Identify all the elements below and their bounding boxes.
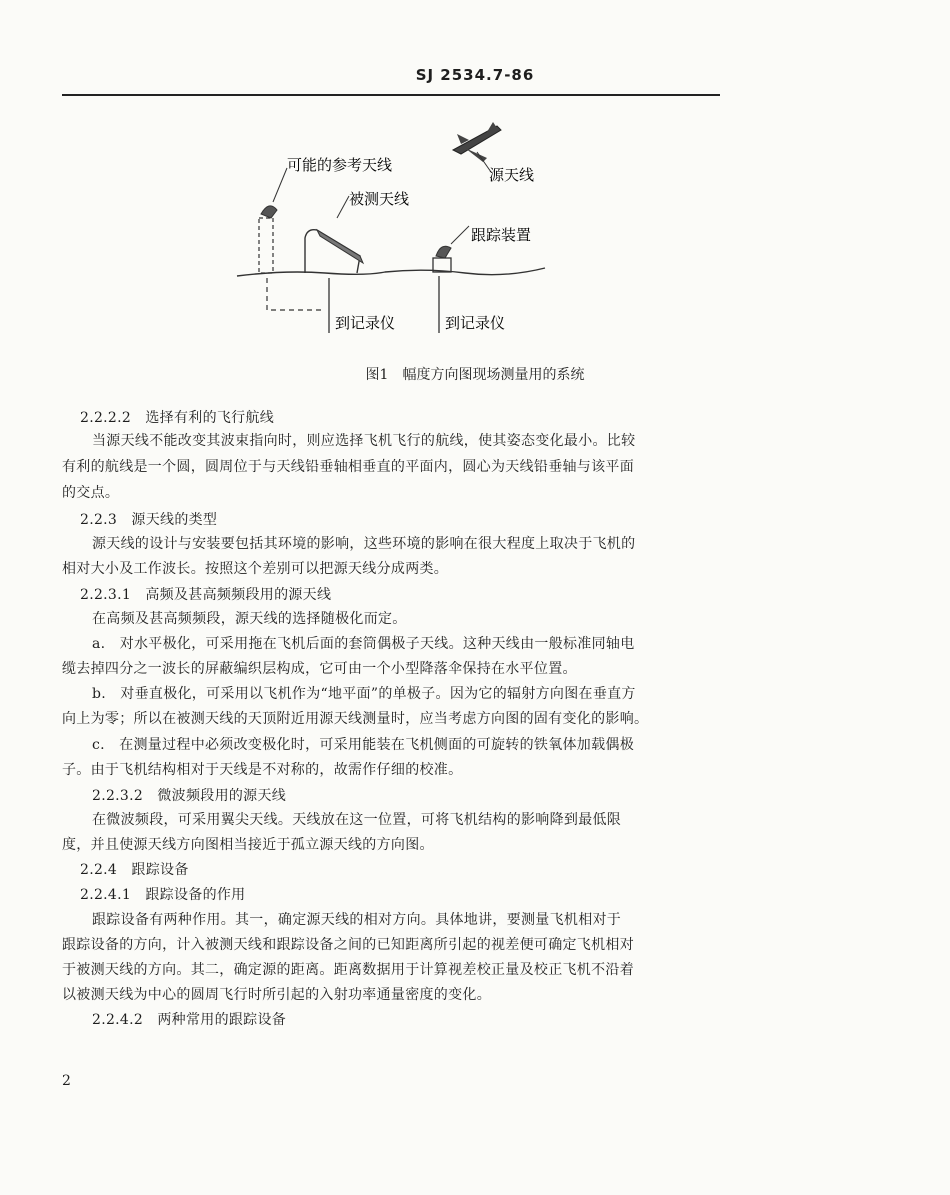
page-number: 2	[62, 1073, 71, 1089]
paragraph-line: 的交点。	[62, 485, 120, 501]
paragraph-line: 于被测天线的方向。其二，确定源的距离。距离数据用于计算视差校正量及校正飞机不沿着	[62, 962, 634, 978]
paragraph-line: 以被测天线为中心的圆周飞行时所引起的入射功率通量密度的变化。	[62, 987, 491, 1003]
figure-caption: 图1 幅度方向图现场测量用的系统	[365, 367, 585, 383]
paragraph-line: 子。由于飞机结构相对于天线是不对称的，故需作仔细的校准。	[62, 762, 463, 778]
paragraph-line: 源天线的设计与安装要包括其环境的影响，这些环境的影响在很大程度上取决于飞机的	[92, 536, 636, 552]
measurement-system-diagram	[225, 118, 555, 343]
paragraph-line: 在微波频段，可采用翼尖天线。天线放在这一位置，可将飞机结构的影响降到最低限	[92, 812, 622, 828]
paragraph-line: c. 在测量过程中必须改变极化时，可采用能装在飞机侧面的可旋转的铁氧体加载偶极	[92, 737, 634, 753]
paragraph-line: 向上为零；所以在被测天线的天顶附近用源天线测量时，应当考虑方向图的固有变化的影响。	[62, 711, 649, 727]
paragraph-line: 相对大小及工作波长。按照这个差别可以把源天线分成两类。	[62, 561, 449, 577]
label-source-antenna: 源天线	[489, 166, 535, 184]
paragraph-line: 度，并且使源天线方向图相当接近于孤立源天线的方向图。	[62, 837, 434, 853]
reference-antenna-dish	[261, 206, 277, 218]
tested-antenna-face	[317, 230, 363, 263]
section-heading: 2.2.3.2 微波频段用的源天线	[92, 788, 287, 804]
paragraph-line: 有利的航线是一个圆，圆周位于与天线铅垂轴相垂直的平面内，圆心为天线铅垂轴与该平面	[62, 459, 634, 475]
reference-cable	[267, 278, 325, 310]
label-reference-antenna: 可能的参考天线	[287, 156, 393, 174]
section-heading: 2.2.4 跟踪设备	[80, 862, 189, 878]
label-tested-antenna: 被测天线	[349, 190, 410, 208]
paragraph-line: 缆去掉四分之一波长的屏蔽编织层构成，它可由一个小型降落伞保持在水平位置。	[62, 661, 577, 677]
label-tracking-device: 跟踪装置	[471, 226, 532, 244]
section-heading: 2.2.4.2 两种常用的跟踪设备	[92, 1012, 287, 1028]
header-rule	[62, 94, 720, 96]
document-code: SJ 2534.7-86	[415, 66, 535, 84]
label-to-recorder-1: 到记录仪	[335, 314, 396, 332]
section-heading: 2.2.4.1 跟踪设备的作用	[80, 887, 246, 903]
section-heading: 2.2.2.2 选择有利的飞行航线	[80, 410, 275, 426]
paragraph-line: 跟踪设备的方向，计入被测天线和跟踪设备之间的已知距离所引起的视差便可确定飞机相对	[62, 937, 634, 953]
paragraph-line: b. 对垂直极化，可采用以飞机作为“地平面”的单极子。因为它的辐射方向图在垂直方	[92, 686, 636, 702]
paragraph-line: a. 对水平极化，可采用拖在飞机后面的套筒偶极子天线。这种天线由一般标准同轴电	[92, 636, 635, 652]
label-to-recorder-2: 到记录仪	[445, 314, 506, 332]
section-heading: 2.2.3 源天线的类型	[80, 512, 218, 528]
paragraph-line: 跟踪设备有两种作用。其一，确定源天线的相对方向。具体地讲，要测量飞机相对于	[92, 912, 622, 928]
section-heading: 2.2.3.1 高频及甚高频频段用的源天线	[80, 587, 332, 603]
tracking-dish	[436, 246, 451, 258]
ground-line	[237, 268, 545, 276]
paragraph-line: 在高频及甚高频频段，源天线的选择随极化而定。	[92, 611, 407, 627]
aircraft-icon	[453, 122, 501, 162]
reference-pointer	[273, 168, 287, 202]
reference-antenna-mast	[259, 218, 273, 273]
tested-pointer	[337, 196, 349, 218]
figure-1	[225, 118, 555, 347]
tracking-pointer	[451, 226, 469, 244]
paragraph-line: 当源天线不能改变其波束指向时，则应选择飞机飞行的航线，使其姿态变化最小。比较	[92, 433, 636, 449]
